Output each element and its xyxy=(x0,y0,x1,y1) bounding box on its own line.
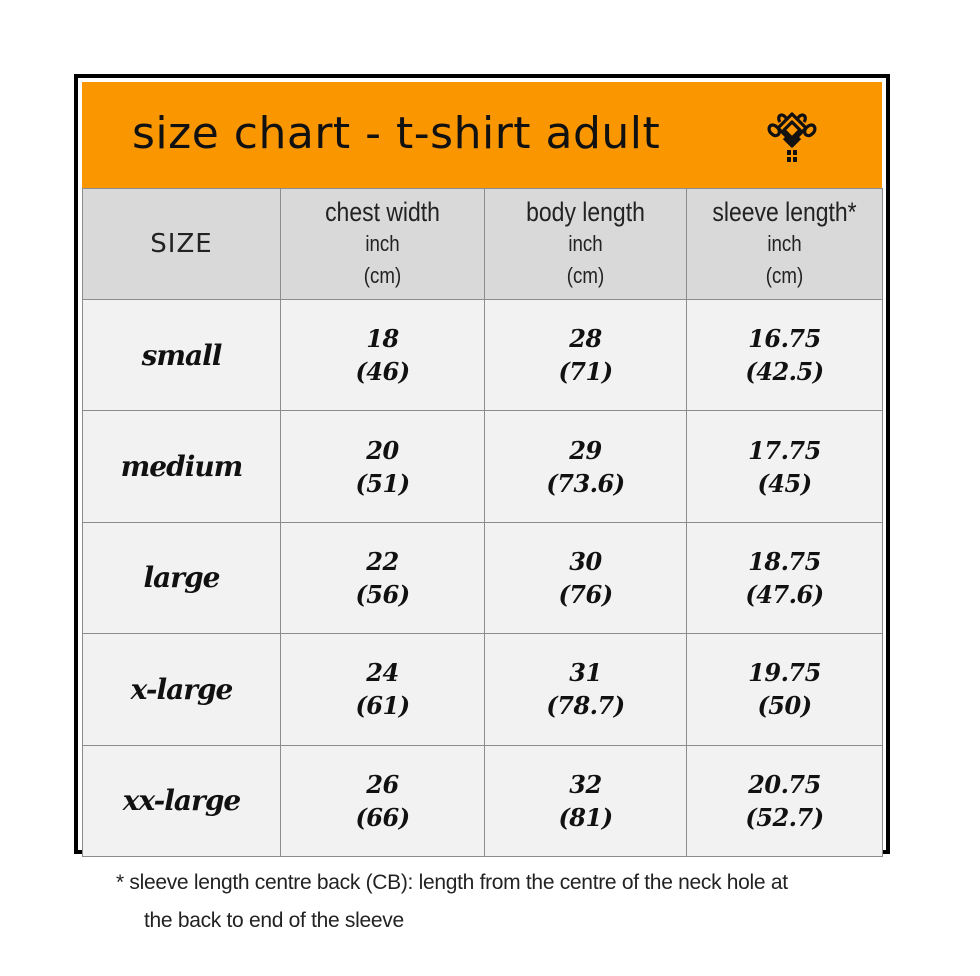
column-unit-cm: (cm) xyxy=(363,263,402,288)
endless-knot-icon xyxy=(762,108,822,170)
body-length-cell: 31 (78.7) xyxy=(485,634,687,745)
column-header-body-length xyxy=(485,189,687,300)
chest-width-cell: 20 (51) xyxy=(281,411,485,522)
column-header-sleeve-length xyxy=(687,189,883,300)
body-length-cell: 32 (81) xyxy=(485,745,687,856)
sleeve-footnote xyxy=(116,864,896,940)
table-row xyxy=(83,634,883,745)
column-unit-cm: (cm) xyxy=(765,263,804,288)
sleeve-length-cell: 19.75 (50) xyxy=(687,634,883,745)
body-length-cell: 28 (71) xyxy=(485,300,687,411)
sleeve-length-cell: 16.75 (42.5) xyxy=(687,300,883,411)
body-length-cell: 29 (73.6) xyxy=(485,411,687,522)
column-unit-inch: inch xyxy=(767,231,802,256)
size-cell: xx-large xyxy=(83,745,281,856)
table-row xyxy=(83,745,883,856)
footnote-line-2: the back to end of the sleeve xyxy=(144,909,404,932)
sleeve-length-cell: 17.75 (45) xyxy=(687,411,883,522)
column-header-size: SIZE xyxy=(83,189,281,300)
table-row xyxy=(83,411,883,522)
column-unit-inch: inch xyxy=(568,231,603,256)
size-cell: large xyxy=(83,522,281,633)
table-row xyxy=(83,300,883,411)
column-name: sleeve length* xyxy=(712,197,857,227)
body-length-cell: 30 (76) xyxy=(485,522,687,633)
column-name: chest width xyxy=(325,197,440,227)
size-cell: x-large xyxy=(83,634,281,745)
footnote-line-1: * sleeve length centre back (CB): length from the centre of the neck hole at xyxy=(116,871,788,894)
size-cell: medium xyxy=(83,411,281,522)
size-cell: small xyxy=(83,300,281,411)
column-unit-inch: inch xyxy=(365,231,400,256)
sleeve-length-cell: 20.75 (52.7) xyxy=(687,745,883,856)
column-unit-cm: (cm) xyxy=(566,263,605,288)
size-table xyxy=(82,188,883,857)
chest-width-cell: 18 (46) xyxy=(281,300,485,411)
table-header-row xyxy=(83,189,883,300)
table-row xyxy=(83,522,883,633)
column-name: body length xyxy=(526,197,645,227)
chest-width-cell: 24 (61) xyxy=(281,634,485,745)
column-header-chest-width xyxy=(281,189,485,300)
sleeve-length-cell: 18.75 (47.6) xyxy=(687,522,883,633)
chest-width-cell: 22 (56) xyxy=(281,522,485,633)
chest-width-cell: 26 (66) xyxy=(281,745,485,856)
size-chart xyxy=(74,74,890,854)
chart-header xyxy=(82,82,882,188)
chart-title: size chart - t-shirt adult xyxy=(132,108,661,159)
